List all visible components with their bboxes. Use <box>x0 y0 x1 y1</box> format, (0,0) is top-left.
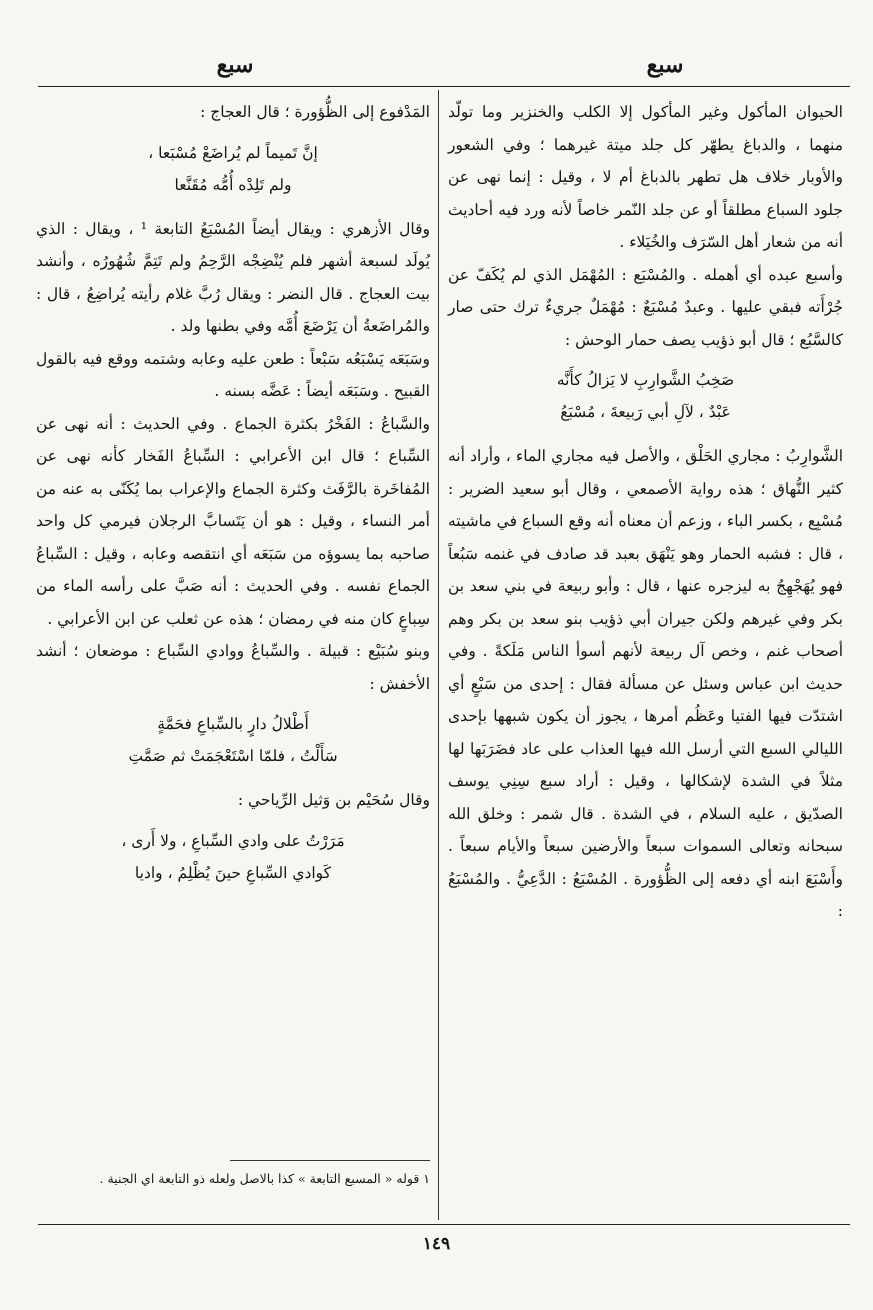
verse <box>36 708 430 772</box>
verse-line: ولم تَلِدْه أُمُّه مُقَنَّعا <box>174 175 292 194</box>
footnote-rule <box>230 1160 430 1161</box>
paragraph: والسَّباعُ : الفَخْرُ بكثرة الجماع . وفي الحديث : أنه نهى عن السِّباع ؛ قال ابن الأعرابي : السِّباعُ الفَخار كأنه نهى عن المُفاخَرة بالرَّفَث وكثرة الجماع والإعراب بما يُكَنّى به عنه من أمر النساء ، وقيل : هو أن يَتَسابَّ الرجلان فيرمي كل واحد صاحبه بما يسوؤه من سَبَعَه أي انتقصه وعابه ، وقيل : السِّباعُ الجماع نفسه . وفي الحديث : أنه صَبَّ على رأسه الماء من سِباعٍ كان منه في رمضان ؛ هذه عن ثعلب عن ابن الأعرابي . <box>36 414 430 628</box>
paragraph: المَدْفوع إلى الظُّؤورة ؛ قال العجاج : <box>200 103 430 121</box>
paragraph: الحيوان المأكول وغير المأكول إلا الكلب والخنزير وما تولّد منهما ، والدباغ يطهّر كل جلد ميتة غيرهما ؛ وفي الشعور والأوبار خلاف هل تطهر بالدباغ أم لا ، وقيل : إنما نهى عن جلود السباع مطلقاً أو عن جلد النّمر خاصاً لأنه ورد فيه أحاديث أنه من شعار أهل السّرَف والخُيَلاء . <box>448 103 843 251</box>
verse-line: صَخِبُ الشَّوارِبِ لا يَزالُ كأَنَّه <box>556 371 735 389</box>
header-rule <box>38 86 850 87</box>
verse-line: أَطْلالُ دارٍ بالسِّباعِ فحَمَّةٍ <box>157 715 309 733</box>
running-header-left: سبع <box>216 52 254 78</box>
verse-line: سَأَلْتُ ، فلمّا اسْتَعْجَمَتْ ثم صَمَّتِ <box>128 747 338 765</box>
paragraph: وأسبع عبده أي أهمله . والمُسْبَع : المُهْمَل الذي لم يُكَفّ عن جُرْأَته فبقي عليها . وعبدٌ مُسْبَعٌ : مُهْمَلٌ جريءٌ ترك حتى صار كالسَّبُع ؛ قال أبو ذؤيب يصف حمار الوحش : <box>448 265 843 349</box>
verse-line: عَبْدٌ ، لآلِ أبي رَبيعةَ ، مُسْبَعُ <box>560 403 731 421</box>
paragraph: الشَّوارِبُ : مجاري الحَلْق ، والأصل فيه مجاري الماء ، وأراد أنه كثير النُّهاق ؛ هذه رواية الأصمعي ، وقال أبو سعيد الضرير : مُسْبِع ، بكسر الباء ، وزعم أن معناه أنه وقع السباع في ماشيته ، قال : فشبه الحمار وهو يَنْهَق بعبد قد صادف في غنمه سَبُعاً فهو يُهَجْهِجُ به ليزجره عنها ، قال : وأبو ربيعة في بني سعد بن بكر وفي غيرهم ولكن جيران أبي ذؤيب بنو سعد بن بكر وهم أصحاب غنم ، وخص آل ربيعة لأنهم أسوأ الناس مَلَكةً . وفي حديث ابن عباس وسئل عن مسألة فقال : إحدى من سَبْعٍ أي اشتدّت فيها الفتيا وعَظُم أمرها ، يجوز أن يكون شبهها بإحدى الليالي السبع التي أرسل الله فيها العذاب على عاد فضَرَبَها لها مثلاً في الشدة لإشكالها ، وقيل : أراد سبع سِنِي يوسف الصدّيق ، عليه السلام ، في الشدة . قال شمر : وخلق الله سبحانه وتعالى السموات سبعاً والأرضين سبعاً والأيام سبعاً . وأَسْبَعَ ابنه أي دفعه إلى الظُّؤورة . المُسْبَعُ : الدَّعِيُّ . والمُسْبَعُ : <box>448 447 843 920</box>
right-column <box>448 96 843 928</box>
verse <box>448 364 843 428</box>
paragraph: وسَبَعَه يَسْبَعُه سَبْعاً : طعن عليه وعابه وشتمه ووقع فيه بالقول القبيح . وسَبَعَه أيضاً : عَضَّه بسنه . <box>36 349 430 400</box>
verse <box>36 137 430 201</box>
running-header-right: سبع <box>646 52 684 78</box>
paragraph: وبنو سُبَيْع : قبيلة . والسِّباعُ ووادي السِّباع : موضعان ؛ أنشد الأخفش : <box>36 642 430 693</box>
verse-line: كَوادي السِّباعِ حينَ يُظْلِمُ ، واديا <box>134 863 332 882</box>
verse-line: مَرَرْتُ على وادي السِّباعِ ، ولا أَرى ، <box>121 831 345 850</box>
page-number: ١٤٩ <box>422 1234 451 1254</box>
paragraph: وقال الأزهري : ويقال أيضاً المُسْبَعُ التابعة ¹ ، ويقال : الذي يُولَد لسبعة أشهر فلم يُنْضِجْه الرَّحِمُ ولم تَتِمَّ شُهُورُه ، وأنشد بيت العجاج . قال النضر : ويقال رُبَّ غلام رأيته يُراضِعُ ، قال : والمُراضَعةُ أن يَرْضَعَ أُمَّه وفي بطنها ولد . <box>36 219 430 335</box>
column-separator <box>438 90 439 1220</box>
footnote: ١ قوله « المسبع التابعة » كذا بالاصل ولعله ذو التابعة اي الجنية . <box>99 1171 430 1186</box>
paragraph: وقال سُحَيْم بن وَثيل الرِّياحي : <box>237 791 430 809</box>
footer-rule <box>38 1224 850 1225</box>
verse <box>36 825 430 889</box>
left-column <box>36 96 430 901</box>
verse-line: إنَّ تَميماً لم يُراضَعْ مُسْبَعا ، <box>148 143 318 162</box>
